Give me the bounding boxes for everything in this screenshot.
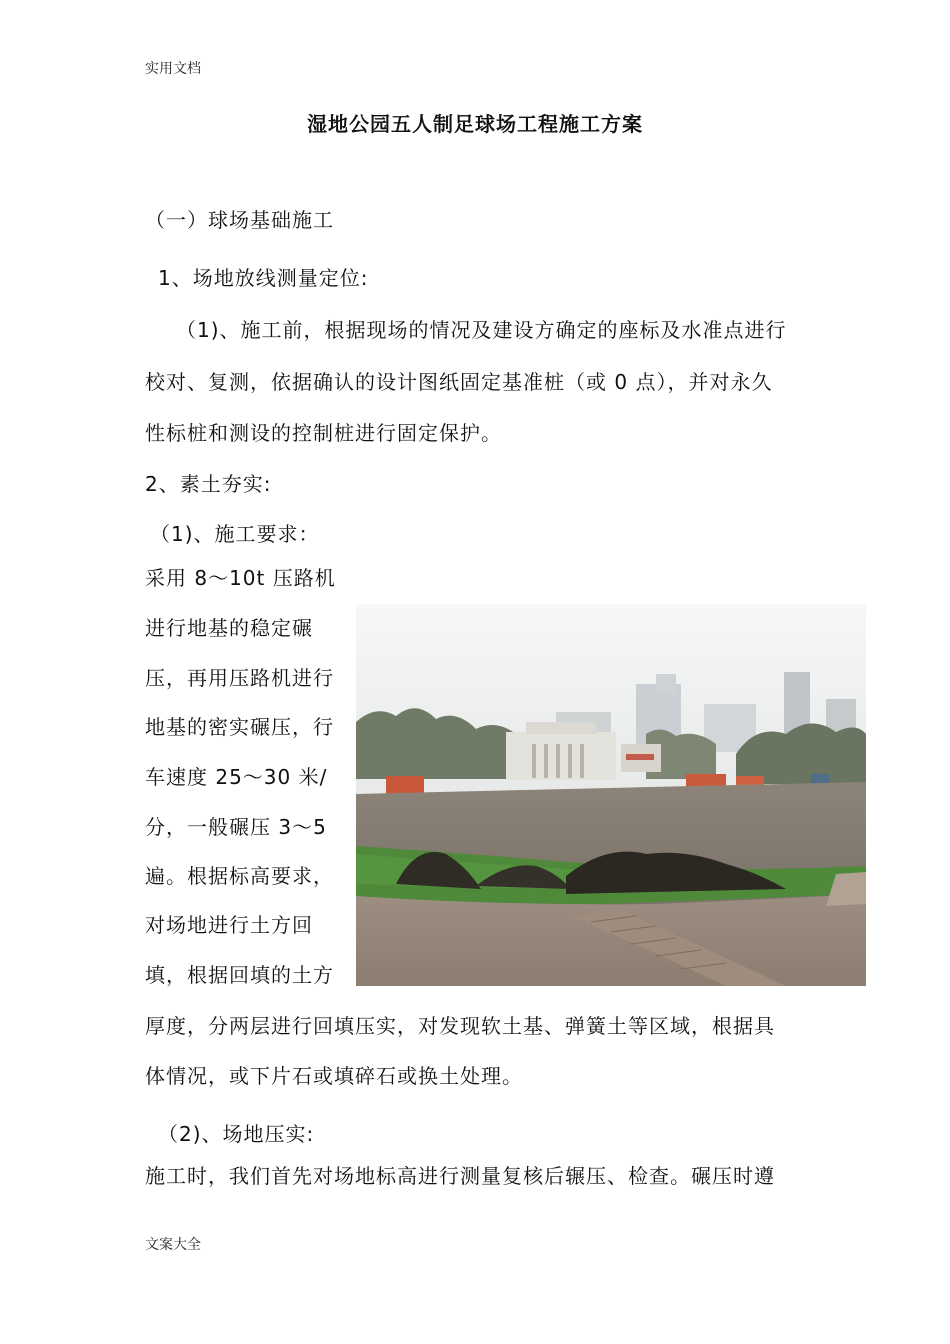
wrapped-line: 压，再用压路机进行 [145, 666, 334, 690]
item1-heading: 1、场地放线测量定位: [158, 266, 369, 290]
subheading-compaction: （2)、场地压实: [158, 1122, 315, 1146]
wrapped-line: 遍。根据标高要求， [145, 864, 334, 888]
header-note: 实用文档 [145, 61, 201, 77]
wrapped-line: 对场地进行土方回 [145, 913, 313, 937]
footer-note: 文案大全 [145, 1237, 201, 1253]
subheading-requirements: （1)、施工要求： [150, 522, 320, 546]
paragraph-line: 体情况，或下片石或填碎石或换土处理。 [145, 1064, 523, 1088]
paragraph-line: 校对、复测，依据确认的设计图纸固定基准桩（或 0 点），并对永久 [145, 370, 773, 394]
wrapped-line: 分，一般碾压 3～5 [145, 815, 327, 839]
document-title: 湿地公园五人制足球场工程施工方案 [307, 112, 643, 136]
wrapped-line: 车速度 25～30 米/ [145, 765, 328, 789]
paragraph-line: 性标桩和测设的控制桩进行固定保护。 [145, 421, 502, 445]
construction-site-photo [356, 604, 866, 986]
paragraph-line: （1)、施工前，根据现场的情况及建设方确定的座标及水准点进行 [176, 318, 787, 342]
paragraph-line: 施工时，我们首先对场地标高进行测量复核后辗压、检查。碾压时遵 [145, 1164, 775, 1188]
item2-heading: 2、素土夯实: [145, 472, 272, 496]
paragraph-line: 厚度，分两层进行回填压实，对发现软土基、弹簧土等区域，根据具 [145, 1014, 775, 1038]
wrapped-line: 进行地基的稳定碾 [145, 616, 313, 640]
wrapped-line: 地基的密实碾压，行 [145, 715, 334, 739]
wrapped-line: 采用 8～10t 压路机 [145, 566, 336, 590]
section-heading: （一）球场基础施工 [145, 208, 334, 232]
wrapped-line: 填，根据回填的土方 [145, 963, 334, 987]
